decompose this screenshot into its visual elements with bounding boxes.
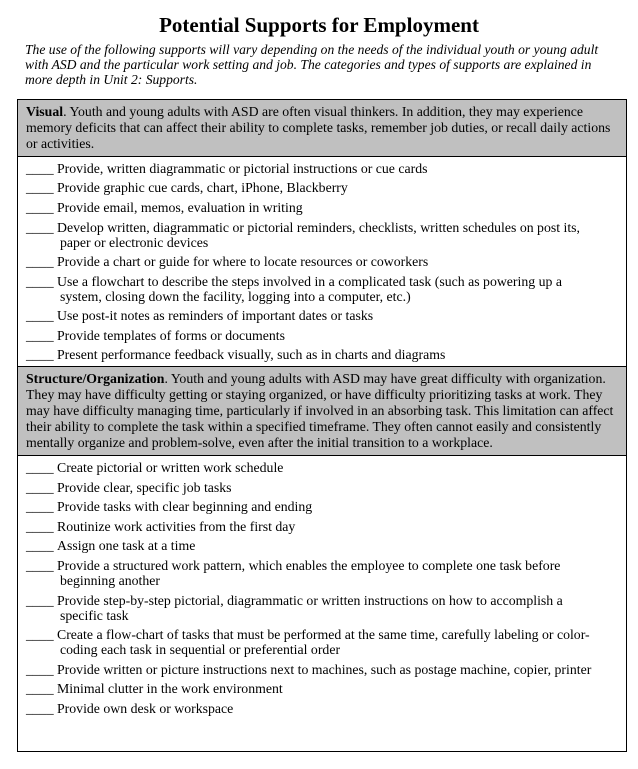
structure-supports-list bbox=[18, 456, 626, 720]
item-text bbox=[57, 681, 626, 696]
section-header-structure bbox=[18, 366, 626, 456]
checkbox-blank[interactable]: ____ bbox=[26, 199, 54, 215]
item-text bbox=[57, 627, 626, 657]
item-text bbox=[57, 308, 626, 323]
item-text bbox=[57, 662, 626, 677]
item-text bbox=[57, 161, 626, 176]
item-line: Use post-it notes as reminders of important dates or tasks bbox=[57, 308, 374, 324]
item-text bbox=[57, 499, 626, 514]
checkbox-blank[interactable]: ____ bbox=[26, 254, 54, 270]
checkbox-blank[interactable]: ____ bbox=[26, 518, 54, 534]
supports-table bbox=[17, 99, 627, 752]
item-line: Provide a structured work pattern, which enables the employee to complete one task before bbox=[57, 557, 561, 573]
checklist-item bbox=[26, 328, 626, 343]
checkbox-blank[interactable]: ____ bbox=[26, 627, 54, 643]
item-line: Minimal clutter in the work environment bbox=[57, 681, 283, 697]
checkbox-blank[interactable]: ____ bbox=[26, 592, 54, 608]
checklist-item bbox=[26, 480, 626, 495]
checkbox-blank[interactable]: ____ bbox=[26, 160, 54, 176]
checkbox-blank[interactable]: ____ bbox=[26, 681, 54, 697]
item-line: Provide own desk or workspace bbox=[57, 700, 234, 716]
checklist-item bbox=[26, 538, 626, 553]
item-text bbox=[57, 328, 626, 343]
item-line: Present performance feedback visually, such as in charts and diagrams bbox=[57, 347, 446, 363]
checklist-item bbox=[26, 627, 626, 657]
checklist-item bbox=[26, 274, 626, 304]
checklist-item bbox=[26, 161, 626, 176]
section-title: Visual bbox=[26, 104, 64, 119]
item-line: Provide templates of forms or documents bbox=[57, 327, 285, 343]
item-line: Provide tasks with clear beginning and ending bbox=[57, 499, 313, 515]
item-text bbox=[57, 460, 626, 475]
item-line-continued: coding each task in sequential or preferential order bbox=[60, 642, 341, 658]
item-line: Provide, written diagrammatic or pictorial instructions or cue cards bbox=[57, 160, 428, 176]
checklist-item bbox=[26, 220, 626, 250]
checkbox-blank[interactable]: ____ bbox=[26, 219, 54, 235]
item-line: Create a flow-chart of tasks that must be performed at the same time, carefully labeling or color- bbox=[57, 627, 590, 643]
checkbox-blank[interactable]: ____ bbox=[26, 557, 54, 573]
item-line-continued: system, closing down the facility, logging into a computer, etc.) bbox=[60, 288, 411, 304]
item-text bbox=[57, 180, 626, 195]
checkbox-blank[interactable]: ____ bbox=[26, 273, 54, 289]
item-line-continued: beginning another bbox=[60, 572, 161, 588]
item-text bbox=[57, 254, 626, 269]
item-line: Provide step-by-step pictorial, diagrammatic or written instructions on how to accomplish a bbox=[57, 592, 563, 608]
item-line: Develop written, diagrammatic or pictorial reminders, checklists, written schedules on post its, bbox=[57, 219, 580, 235]
item-text bbox=[57, 347, 626, 362]
checkbox-blank[interactable]: ____ bbox=[26, 661, 54, 677]
checklist-item bbox=[26, 499, 626, 514]
checklist-item bbox=[26, 200, 626, 215]
checklist-item bbox=[26, 254, 626, 269]
checkbox-blank[interactable]: ____ bbox=[26, 479, 54, 495]
item-line: Create pictorial or written work schedule bbox=[57, 460, 284, 475]
checklist-item bbox=[26, 662, 626, 677]
checkbox-blank[interactable]: ____ bbox=[26, 180, 54, 196]
checkbox-blank[interactable]: ____ bbox=[26, 700, 54, 716]
checklist-item bbox=[26, 519, 626, 534]
section-title: Structure/Organization bbox=[26, 371, 165, 387]
checklist-item bbox=[26, 460, 626, 475]
intro-paragraph: The use of the following supports will vary depending on the needs of the individual youth or young adult with ASD and the particular work setting and job. The categories and types of supports are explained in more depth in Unit 2: Supports. bbox=[25, 42, 599, 88]
item-line: Assign one task at a time bbox=[57, 538, 196, 554]
checkbox-blank[interactable]: ____ bbox=[26, 308, 54, 324]
section-description: . Youth and young adults with ASD may have great difficulty with organization. They may have difficulty getting or staying organized, or have difficulty prioritizing tasks at work. They may have difficulty managing time, particularly if involved in an absorbing task. This limitation can affect their ability to complete the task within a specified timeframe. They often cannot easily and consistently mentally organize and problem-solve, even after the initial transition to a workplace. bbox=[26, 371, 614, 451]
item-line: Use a flowchart to describe the steps involved in a complicated task (such as powering up a bbox=[57, 273, 562, 289]
item-text bbox=[57, 274, 626, 304]
checkbox-blank[interactable]: ____ bbox=[26, 499, 54, 515]
item-line-continued: specific task bbox=[60, 607, 129, 623]
checkbox-blank[interactable]: ____ bbox=[26, 327, 54, 343]
item-line: Provide written or picture instructions next to machines, such as postage machine, copier, printer bbox=[57, 661, 592, 677]
visual-supports-list bbox=[18, 157, 626, 367]
page-title: Potential Supports for Employment bbox=[159, 13, 479, 37]
item-line: Routinize work activities from the first day bbox=[57, 518, 296, 534]
checklist-item bbox=[26, 593, 626, 623]
item-line: Provide a chart or guide for where to locate resources or coworkers bbox=[57, 254, 429, 270]
item-line: Provide clear, specific job tasks bbox=[57, 479, 232, 495]
checklist-item bbox=[26, 558, 626, 588]
checklist-item bbox=[26, 681, 626, 696]
checklist-item bbox=[26, 701, 626, 716]
checklist-item bbox=[26, 347, 626, 362]
item-text bbox=[57, 593, 626, 623]
section-header-visual bbox=[18, 100, 626, 157]
item-text bbox=[57, 558, 626, 588]
checklist-item bbox=[26, 180, 626, 195]
item-line: Provide graphic cue cards, chart, iPhone, Blackberry bbox=[57, 180, 348, 196]
item-line: Provide email, memos, evaluation in writing bbox=[57, 199, 303, 215]
item-line-continued: paper or electronic devices bbox=[60, 234, 209, 250]
item-text bbox=[57, 519, 626, 534]
item-text bbox=[57, 200, 626, 215]
checkbox-blank[interactable]: ____ bbox=[26, 538, 54, 554]
item-text bbox=[57, 701, 626, 716]
item-text bbox=[57, 538, 626, 553]
checkbox-blank[interactable]: ____ bbox=[26, 347, 54, 363]
item-text bbox=[57, 480, 626, 495]
item-text bbox=[57, 220, 626, 250]
checkbox-blank[interactable]: ____ bbox=[26, 460, 54, 475]
section-description: . Youth and young adults with ASD are often visual thinkers. In addition, they may experience memory deficits that can affect their ability to complete tasks, remember job duties, or recall daily actions or activities. bbox=[26, 104, 611, 151]
checklist-item bbox=[26, 308, 626, 323]
